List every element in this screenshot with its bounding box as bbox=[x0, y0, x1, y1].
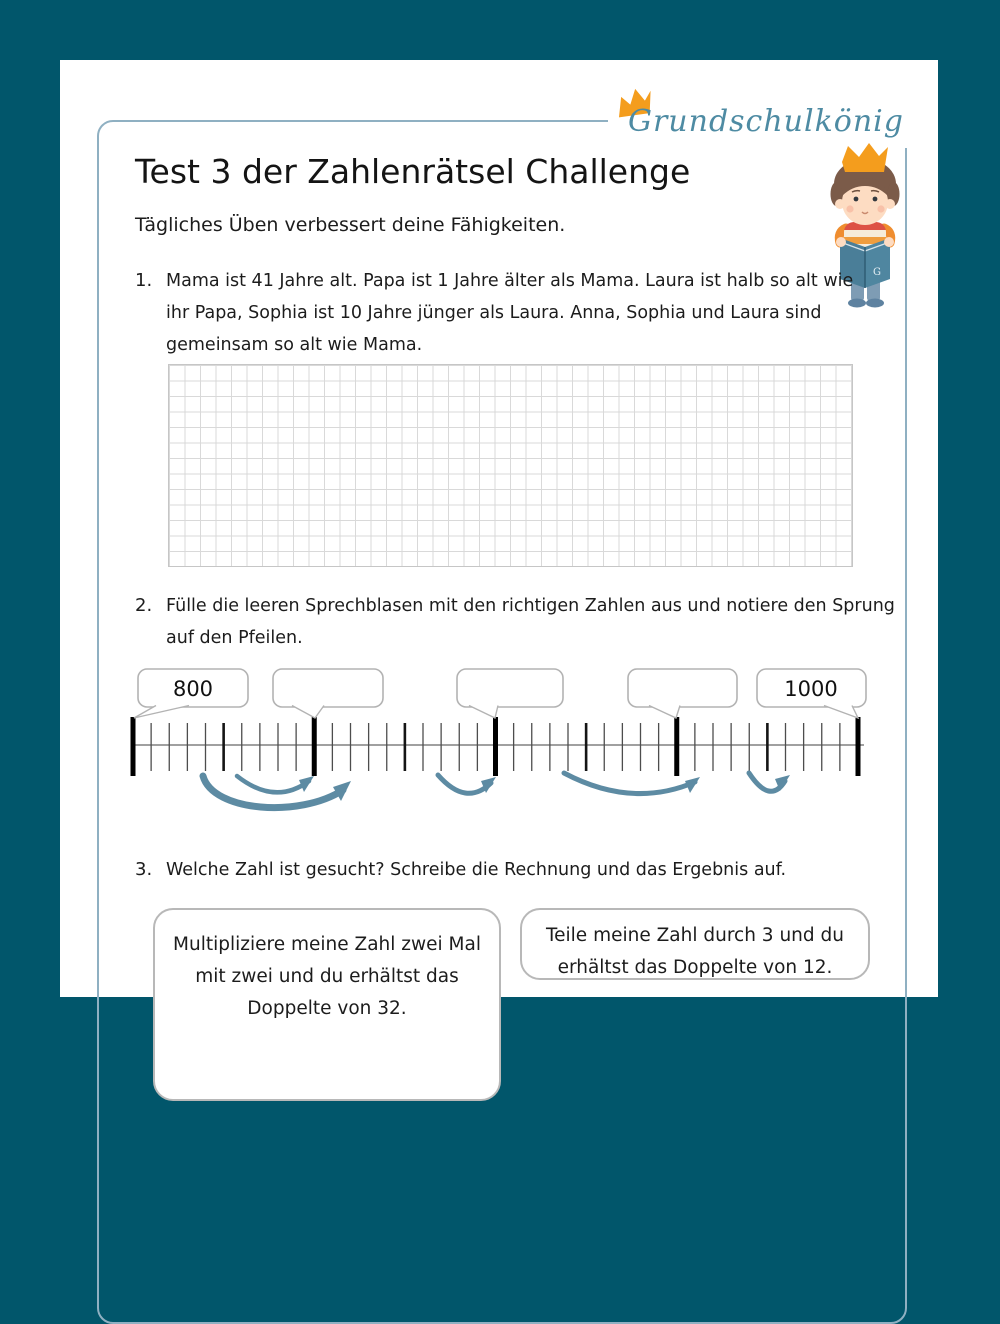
page-subtitle: Tägliches Üben verbessert deine Fähigkeiten. bbox=[135, 214, 566, 236]
task-2 bbox=[135, 590, 895, 654]
boy-hand bbox=[884, 237, 894, 247]
task-2-text bbox=[166, 590, 895, 654]
jump-arrow-4 bbox=[564, 773, 695, 794]
jump-arrow-head-2 bbox=[299, 776, 314, 792]
riddle-left-line: Multipliziere meine Zahl zwei Mal bbox=[173, 934, 481, 955]
speech-bubble-5 bbox=[757, 669, 866, 718]
page-title: Test 3 der Zahlenrätsel Challenge bbox=[135, 152, 691, 191]
speech-bubble-4[interactable] bbox=[628, 669, 737, 718]
riddle-left-line: mit zwei und du erhältst das bbox=[195, 966, 459, 987]
bubble-5-value: 1000 bbox=[784, 677, 838, 701]
task-3 bbox=[135, 854, 786, 886]
task-1-line: Mama ist 41 Jahre alt. Papa ist 1 Jahre älter als Mama. Laura ist halb so alt wie bbox=[166, 271, 854, 291]
jump-arrows bbox=[203, 773, 790, 808]
speech-bubble-1 bbox=[134, 669, 248, 718]
working-grid-answer-area[interactable] bbox=[168, 364, 853, 567]
svg-text:G: G bbox=[873, 267, 881, 278]
bubble-1-value: 800 bbox=[172, 677, 214, 701]
speech-bubble-3[interactable] bbox=[457, 669, 563, 718]
speech-bubble-2[interactable] bbox=[273, 669, 383, 718]
riddle-box-right bbox=[520, 908, 870, 980]
task-2-number: 2. bbox=[135, 595, 153, 616]
task-2-line: Fülle die leeren Sprechblasen mit den richtigen Zahlen aus und notiere den Sprung bbox=[166, 596, 895, 616]
riddle-box-left bbox=[153, 908, 501, 1101]
task-1-number: 1. bbox=[135, 270, 153, 291]
riddle-left-line: Doppelte von 32. bbox=[247, 998, 407, 1019]
brand-name: Grundschulkönig bbox=[628, 104, 904, 139]
boy-crown-icon bbox=[842, 143, 888, 172]
task-1 bbox=[135, 265, 853, 361]
worksheet-page bbox=[60, 60, 938, 1019]
task-1-line: ihr Papa, Sophia ist 10 Jahre jünger als Laura. Anna, Sophia und Laura sind bbox=[166, 303, 822, 323]
task-3-text bbox=[166, 854, 786, 886]
task-1-line: gemeinsam so alt wie Mama. bbox=[166, 335, 423, 355]
riddle-right-line: Teile meine Zahl durch 3 und du bbox=[545, 925, 844, 946]
task-3-line: Welche Zahl ist gesucht? Schreibe die Rechnung und das Ergebnis auf. bbox=[166, 860, 787, 880]
riddle-right-line: erhältst das Doppelte von 12. bbox=[557, 957, 833, 978]
jump-arrow-head-4 bbox=[685, 777, 700, 793]
boy-hand bbox=[836, 237, 846, 247]
task-2-line: auf den Pfeilen. bbox=[166, 628, 303, 648]
task-1-text bbox=[166, 265, 853, 361]
number-line-figure bbox=[125, 660, 870, 830]
jump-arrow-2 bbox=[237, 776, 309, 792]
task-3-number: 3. bbox=[135, 859, 153, 880]
number-line-ticks bbox=[131, 717, 864, 776]
brand-logo bbox=[608, 80, 918, 148]
